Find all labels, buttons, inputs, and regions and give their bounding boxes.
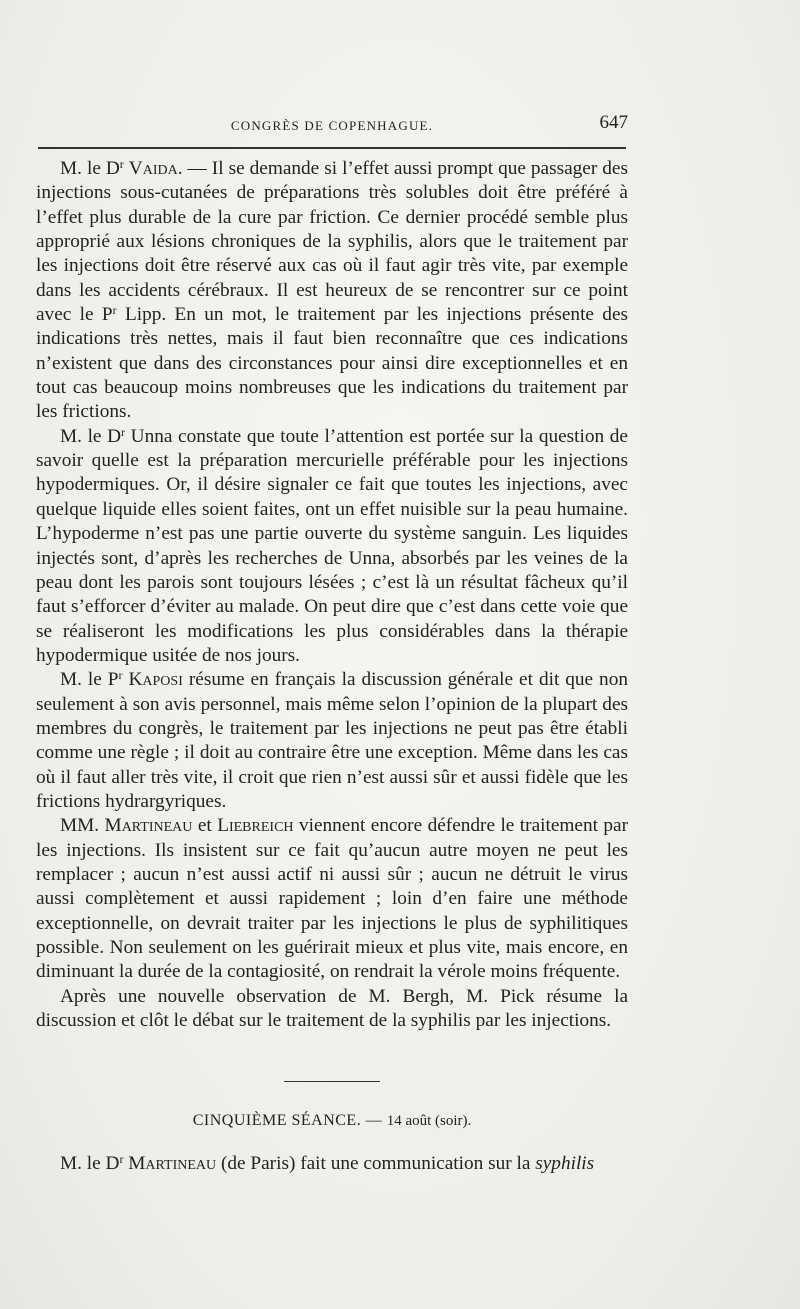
conjunction: et bbox=[192, 815, 218, 837]
paragraph-martineau-liebreich bbox=[36, 814, 628, 984]
speaker-prefix: M. le D bbox=[60, 425, 122, 447]
section-dash: — bbox=[361, 1112, 387, 1129]
paragraph-text: Après une nouvelle observation de M. Bergh, M. Pick résume la discussion et clôt le débat sur le traitement de la syphilis par les injections. bbox=[36, 985, 628, 1032]
paragraph-vaida bbox=[36, 157, 628, 425]
speaker-name: Martineau bbox=[128, 1153, 217, 1174]
paragraph-text: Unna constate que toute l’attention est portée sur la question de savoir quelle est la préparation mercurielle préférable pour les injections hypodermiques. Or, il désire signaler ce fait que toutes les injections, avec quelque liquide elles soient faites, ont un effet nuisible sur la peau humaine. L’hypoderme n’est pas une partie ouverte du système sanguin. Les liquides injectés sont, d’après les recherches de Unna, absorbés par les veines de la peau dont les parois sont toujours lésées ; c’est là un résultat fâcheux qu’il faut s’efforcer d’éviter au malade. On peut dire que c’est dans cette voie que se réaliseront les modifications les plus considérables dans la thérapie hypodermique usitée de nos jours. bbox=[36, 425, 628, 666]
section-date: 14 août (soir). bbox=[386, 1113, 472, 1129]
header-rule bbox=[38, 147, 626, 149]
section-divider bbox=[284, 1081, 380, 1082]
body-text bbox=[36, 157, 628, 1033]
speaker-prefix: M. le D bbox=[60, 158, 120, 179]
paragraph-text: viennent encore défendre le traitement par les injections. Ils insistent sur ce fait qu’aucun autre moyen ne peut les remplacer ; aucun n’est aussi actif ni aussi sûr ; aucun ne détruit le virus aussi complètement et aussi rapidement ; loin d’en faire une méthode exceptionnelle, on devrait traiter par les injections le plus de syphilitiques possible. Non seulement on les guérirait mieux et plus vite, mais encore, en diminuant la durée de la contagiosité, on rendrait la vérole moins fréquente. bbox=[36, 815, 628, 983]
page-header bbox=[36, 112, 628, 138]
running-title: CONGRÈS DE COPENHAGUE. bbox=[230, 118, 434, 133]
superscript: r bbox=[119, 157, 124, 172]
speaker-name: Vaida. bbox=[128, 158, 183, 179]
superscript: r bbox=[121, 424, 126, 439]
superscript: r bbox=[112, 303, 117, 318]
speaker-name: Kaposi bbox=[128, 669, 183, 691]
speaker-name: Martineau bbox=[104, 815, 193, 837]
superscript: r bbox=[118, 668, 123, 683]
superscript: r bbox=[119, 1152, 124, 1167]
paragraph-text: (de Paris) fait une communication sur la bbox=[216, 1153, 536, 1174]
paragraph-text: résume en français la discussion générale et dit que non seulement à son avis personnel, mais même selon l’opinion de la plupart des membres du congrès, le traitement par les injections ne peut pas être établi comme une règle ; il doit au contraire être une exception. Même dans les cas où il faut aller très vite, il croit que rien n’est aussi sûr et aussi fidèle que les frictions hydrargyriques. bbox=[36, 669, 628, 812]
paragraph-unna bbox=[36, 425, 628, 668]
paragraph-conclusion bbox=[36, 985, 628, 1034]
speaker-prefix: MM. bbox=[60, 815, 100, 837]
paragraph-kaposi bbox=[36, 668, 628, 814]
speaker-prefix: M. le P bbox=[60, 669, 119, 691]
paragraph-text: Lipp. En un mot, le traitement par les injections présente des indications très nettes, mais il faut bien reconnaître que ces indications n’existent que dans des circonstances pour ainsi dire exceptionnelles et en tout cas beaucoup moins nombreuses que les indications du traitement par les frictions. bbox=[36, 304, 629, 423]
speaker-name: Liebreich bbox=[217, 815, 294, 837]
paragraph-martineau bbox=[36, 1152, 628, 1176]
section-title: CINQUIÈME SÉANCE. bbox=[192, 1112, 362, 1129]
speaker-prefix: M. le D bbox=[60, 1153, 120, 1174]
italic-word: syphilis bbox=[535, 1153, 595, 1174]
page-number: 647 bbox=[599, 112, 628, 133]
section-heading bbox=[36, 1112, 628, 1130]
paragraph-text: — Il se demande si l’effet aussi prompt que passager des injections sous-cutanées de préparations très solubles doit être préféré à l’effet plus durable de la cure par friction. Ce dernier procédé semble plus approprié aux lésions chroniques de la syphilis, alors que le traitement par les injections doit être réservé aux cas où il faut agir très vite, par exemple dans les accidents cérébraux. Il est heureux de se rencontrer sur ce point avec le P bbox=[36, 158, 628, 326]
